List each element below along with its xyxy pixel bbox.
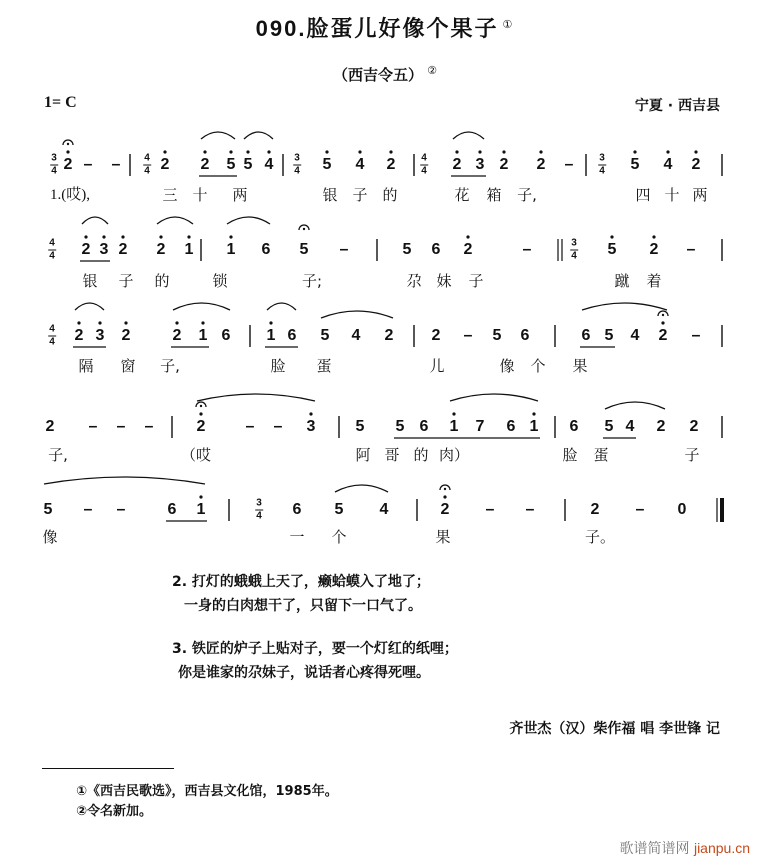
- fermata-dot: [444, 488, 446, 490]
- high-octave-dot: [633, 150, 636, 153]
- note: 2: [74, 327, 84, 344]
- time-signature-denominator: 4: [51, 165, 57, 177]
- lyric-syllable: 阿: [355, 446, 371, 464]
- dash-extension: –: [111, 156, 121, 173]
- slur: [335, 485, 388, 492]
- high-octave-dot: [203, 150, 206, 153]
- lyric-syllable: 子,: [160, 357, 180, 375]
- lyric-syllable: 的: [413, 446, 429, 464]
- high-octave-dot: [661, 321, 664, 324]
- slur: [450, 394, 538, 401]
- note: 2: [536, 156, 546, 173]
- time-signature-numerator: 3: [51, 152, 57, 164]
- lyric-syllable: 果: [435, 528, 451, 546]
- lyric-syllable: 子: [468, 272, 484, 290]
- fermata-dot: [662, 314, 664, 316]
- lyric-syllable: 两: [692, 186, 708, 204]
- high-octave-dot: [502, 150, 505, 153]
- note: 2: [440, 501, 450, 518]
- verse-line: 2. 打灯的蛾蛾上天了，癞蛤蟆入了地了；: [172, 574, 430, 590]
- high-octave-dot: [358, 150, 361, 153]
- lyric-syllable: 像: [42, 528, 58, 546]
- note: 5: [299, 241, 309, 258]
- note: 4: [663, 156, 673, 173]
- note: 2: [172, 327, 182, 344]
- note: 1: [529, 418, 539, 435]
- high-octave-dot: [199, 412, 202, 415]
- lyric-syllable: 十: [664, 186, 680, 204]
- note: 1: [198, 327, 208, 344]
- lyric-syllable: 像: [499, 357, 515, 375]
- high-octave-dot: [666, 150, 669, 153]
- lyric-syllable: 锁: [212, 272, 228, 290]
- note: 2: [691, 156, 701, 173]
- note: 2: [649, 241, 659, 258]
- credits: 齐世杰（汉）柴作福 唱 李世锋 记: [509, 721, 720, 737]
- lyric-syllable: 银: [82, 272, 98, 290]
- slur: [453, 132, 484, 139]
- lyric-syllable: 蛋: [316, 357, 332, 375]
- high-octave-dot: [466, 235, 469, 238]
- note: 3: [99, 241, 109, 258]
- lyric-syllable: 果: [572, 357, 588, 375]
- note: 2: [431, 327, 441, 344]
- note: 6: [581, 327, 591, 344]
- time-signature-numerator: 4: [144, 152, 150, 164]
- high-octave-dot: [610, 235, 613, 238]
- fermata-dot: [67, 143, 69, 145]
- lyric-syllable: 的: [154, 272, 170, 290]
- note: 4: [379, 501, 389, 518]
- time-signature-denominator: 4: [144, 165, 150, 177]
- verse-line: 3. 铁匠的炉子上贴对子，要一个灯红的纸哩；: [172, 641, 458, 657]
- note: 5: [226, 156, 236, 173]
- dash-extension: –: [88, 418, 98, 435]
- note: 6: [287, 327, 297, 344]
- time-signature-denominator: 4: [599, 165, 605, 177]
- high-octave-dot: [229, 150, 232, 153]
- note: 2: [386, 156, 396, 173]
- rest: 0: [677, 501, 687, 518]
- note: 2: [121, 327, 131, 344]
- high-octave-dot: [246, 150, 249, 153]
- note: 5: [492, 327, 502, 344]
- note: 2: [45, 418, 55, 435]
- note: 6: [569, 418, 579, 435]
- time-signature-denominator: 4: [294, 165, 300, 177]
- note: 1: [449, 418, 459, 435]
- high-octave-dot: [163, 150, 166, 153]
- watermark-cn: 歌谱简谱网: [619, 841, 690, 857]
- note: 2: [118, 241, 128, 258]
- lyric-syllable: 隔: [78, 357, 94, 375]
- high-octave-dot: [452, 412, 455, 415]
- note: 6: [431, 241, 441, 258]
- high-octave-dot: [309, 412, 312, 415]
- note: 5: [334, 501, 344, 518]
- lyric-syllable: 个: [530, 357, 546, 375]
- note: 4: [630, 327, 640, 344]
- dash-extension: –: [116, 501, 126, 518]
- high-octave-dot: [652, 235, 655, 238]
- dash-extension: –: [485, 501, 495, 518]
- dash-extension: –: [525, 501, 535, 518]
- subtitle-text: （西吉令五）: [333, 66, 424, 84]
- high-octave-dot: [267, 150, 270, 153]
- lyric-syllable: 子,: [517, 186, 537, 204]
- note: 2: [63, 156, 73, 173]
- note: 2: [590, 501, 600, 518]
- lyric-syllable: 脸: [562, 446, 578, 464]
- dash-extension: –: [635, 501, 645, 518]
- lyric-syllable: 尕: [406, 272, 422, 290]
- high-octave-dot: [455, 150, 458, 153]
- subtitle-footnote-marker: ②: [427, 64, 437, 77]
- slur: [197, 394, 315, 401]
- high-octave-dot: [84, 235, 87, 238]
- lyric-syllable: 子;: [301, 272, 323, 290]
- lyric-syllable: 三: [162, 186, 178, 204]
- slur: [605, 402, 665, 409]
- note: 1: [184, 241, 194, 258]
- lyric-syllable: 窗: [120, 357, 136, 375]
- lyric-syllable: 个: [331, 528, 347, 546]
- note: 3: [306, 418, 316, 435]
- note: 5: [320, 327, 330, 344]
- slur: [157, 217, 193, 224]
- high-octave-dot: [478, 150, 481, 153]
- high-octave-dot: [443, 495, 446, 498]
- key-signature: 1= C: [44, 94, 77, 111]
- lyric-syllable: 的: [382, 186, 398, 204]
- high-octave-dot: [77, 321, 80, 324]
- dash-extension: –: [691, 327, 701, 344]
- high-octave-dot: [389, 150, 392, 153]
- lyric-syllable: 子: [352, 186, 368, 204]
- time-signature-denominator: 4: [571, 250, 577, 262]
- note: 3: [475, 156, 485, 173]
- dash-extension: –: [245, 418, 255, 435]
- note: 6: [167, 501, 177, 518]
- lyric-syllable: 子: [684, 446, 700, 464]
- time-signature-numerator: 4: [421, 152, 427, 164]
- time-signature-denominator: 4: [49, 336, 55, 348]
- slur: [227, 217, 270, 224]
- slur: [201, 132, 235, 139]
- lyric-syllable: 箱: [486, 186, 502, 204]
- lyric-syllable: 哥: [384, 446, 400, 464]
- note: 2: [463, 241, 473, 258]
- lyric-syllable: 四: [635, 186, 651, 204]
- time-signature-numerator: 3: [599, 152, 605, 164]
- note: 5: [604, 327, 614, 344]
- note: 6: [261, 241, 271, 258]
- lyric-syllable: 肉）: [438, 446, 470, 464]
- note: 3: [95, 327, 105, 344]
- high-octave-dot: [229, 235, 232, 238]
- time-signature-denominator: 4: [421, 165, 427, 177]
- verse-line: 一身的白肉想干了，只留下一口气了。: [184, 598, 422, 614]
- note: 2: [499, 156, 509, 173]
- slur: [244, 132, 273, 139]
- lyric-syllable: 子,: [48, 446, 68, 464]
- high-octave-dot: [98, 321, 101, 324]
- note: 6: [506, 418, 516, 435]
- dash-extension: –: [116, 418, 126, 435]
- note: 5: [395, 418, 405, 435]
- time-signature-denominator: 4: [256, 510, 262, 522]
- note: 5: [243, 156, 253, 173]
- high-octave-dot: [201, 321, 204, 324]
- lyric-syllable: （哎: [180, 446, 212, 464]
- dash-extension: –: [463, 327, 473, 344]
- high-octave-dot: [325, 150, 328, 153]
- high-octave-dot: [269, 321, 272, 324]
- watermark-en: jianpu.cn: [693, 840, 750, 856]
- note: 2: [656, 418, 666, 435]
- note: 5: [607, 241, 617, 258]
- note: 6: [419, 418, 429, 435]
- note: 2: [384, 327, 394, 344]
- note: 2: [689, 418, 699, 435]
- lyric-syllable: 银: [322, 186, 338, 204]
- high-octave-dot: [121, 235, 124, 238]
- high-octave-dot: [124, 321, 127, 324]
- lyric-syllable: 妹: [436, 272, 452, 290]
- note: 2: [200, 156, 210, 173]
- high-octave-dot: [199, 495, 202, 498]
- note: 5: [604, 418, 614, 435]
- note: 4: [355, 156, 365, 173]
- note: 5: [630, 156, 640, 173]
- note: 2: [81, 241, 91, 258]
- note: 6: [221, 327, 231, 344]
- lyric-syllable: 子。: [584, 528, 616, 546]
- dash-extension: –: [83, 156, 93, 173]
- time-signature-denominator: 4: [49, 250, 55, 262]
- note: 1: [226, 241, 236, 258]
- time-signature-numerator: 3: [571, 237, 577, 249]
- dash-extension: –: [144, 418, 154, 435]
- high-octave-dot: [539, 150, 542, 153]
- note: 6: [292, 501, 302, 518]
- dash-extension: –: [686, 241, 696, 258]
- time-signature-numerator: 3: [294, 152, 300, 164]
- region-label: 宁夏 · 西吉县: [634, 98, 720, 114]
- dash-extension: –: [83, 501, 93, 518]
- high-octave-dot: [187, 235, 190, 238]
- note: 5: [43, 501, 53, 518]
- lyric-syllable: 儿: [429, 357, 445, 375]
- dash-extension: –: [339, 241, 349, 258]
- note: 5: [402, 241, 412, 258]
- high-octave-dot: [694, 150, 697, 153]
- note: 2: [196, 418, 206, 435]
- lyric-syllable: 子: [118, 272, 134, 290]
- dash-extension: –: [273, 418, 283, 435]
- time-signature-numerator: 3: [256, 497, 262, 509]
- lyric-syllable: 十: [192, 186, 208, 204]
- high-octave-dot: [175, 321, 178, 324]
- lyric-syllable: 蹴: [614, 272, 630, 290]
- high-octave-dot: [102, 235, 105, 238]
- lyric-syllable: 两: [232, 186, 248, 204]
- note: 6: [520, 327, 530, 344]
- time-signature-numerator: 4: [49, 237, 55, 249]
- dash-extension: –: [522, 241, 532, 258]
- lyric-syllable: 脸: [270, 357, 286, 375]
- note: 2: [658, 327, 668, 344]
- note: 4: [264, 156, 274, 173]
- slur: [173, 303, 230, 310]
- high-octave-dot: [532, 412, 535, 415]
- note: 4: [351, 327, 361, 344]
- slur: [267, 303, 296, 310]
- high-octave-dot: [66, 150, 69, 153]
- note: 1: [266, 327, 276, 344]
- lyric-syllable: 花: [454, 186, 470, 204]
- lyric-syllable: 一: [289, 528, 305, 546]
- footnote-2: ②令名新加。: [76, 804, 153, 819]
- lyric-syllable: 蛋: [593, 446, 609, 464]
- slur: [321, 311, 393, 318]
- footnote-1: ①《西吉民歌选》，西吉县文化馆，1985年。: [76, 784, 338, 799]
- verse-line: 你是谁家的尕妹子，说话者心疼得死哩。: [178, 665, 430, 681]
- slur: [582, 303, 667, 310]
- note: 1: [196, 501, 206, 518]
- note: 7: [475, 418, 485, 435]
- slur: [75, 303, 104, 310]
- note: 2: [452, 156, 462, 173]
- note: 2: [160, 156, 170, 173]
- high-octave-dot: [159, 235, 162, 238]
- lyric-syllable: 着: [646, 272, 662, 290]
- note: 5: [322, 156, 332, 173]
- slur: [44, 477, 205, 484]
- note: 5: [355, 418, 365, 435]
- note: 4: [625, 418, 635, 435]
- song-title-text: 090.脸蛋儿好像个果子: [255, 16, 499, 41]
- slur: [82, 217, 108, 224]
- time-signature-numerator: 4: [49, 323, 55, 335]
- fermata-dot: [303, 228, 305, 230]
- title-footnote-marker: ①: [502, 18, 515, 31]
- lyric-syllable: 1.(哎),: [50, 187, 90, 203]
- note: 2: [156, 241, 166, 258]
- dash-extension: –: [564, 156, 574, 173]
- fermata-dot: [200, 405, 202, 407]
